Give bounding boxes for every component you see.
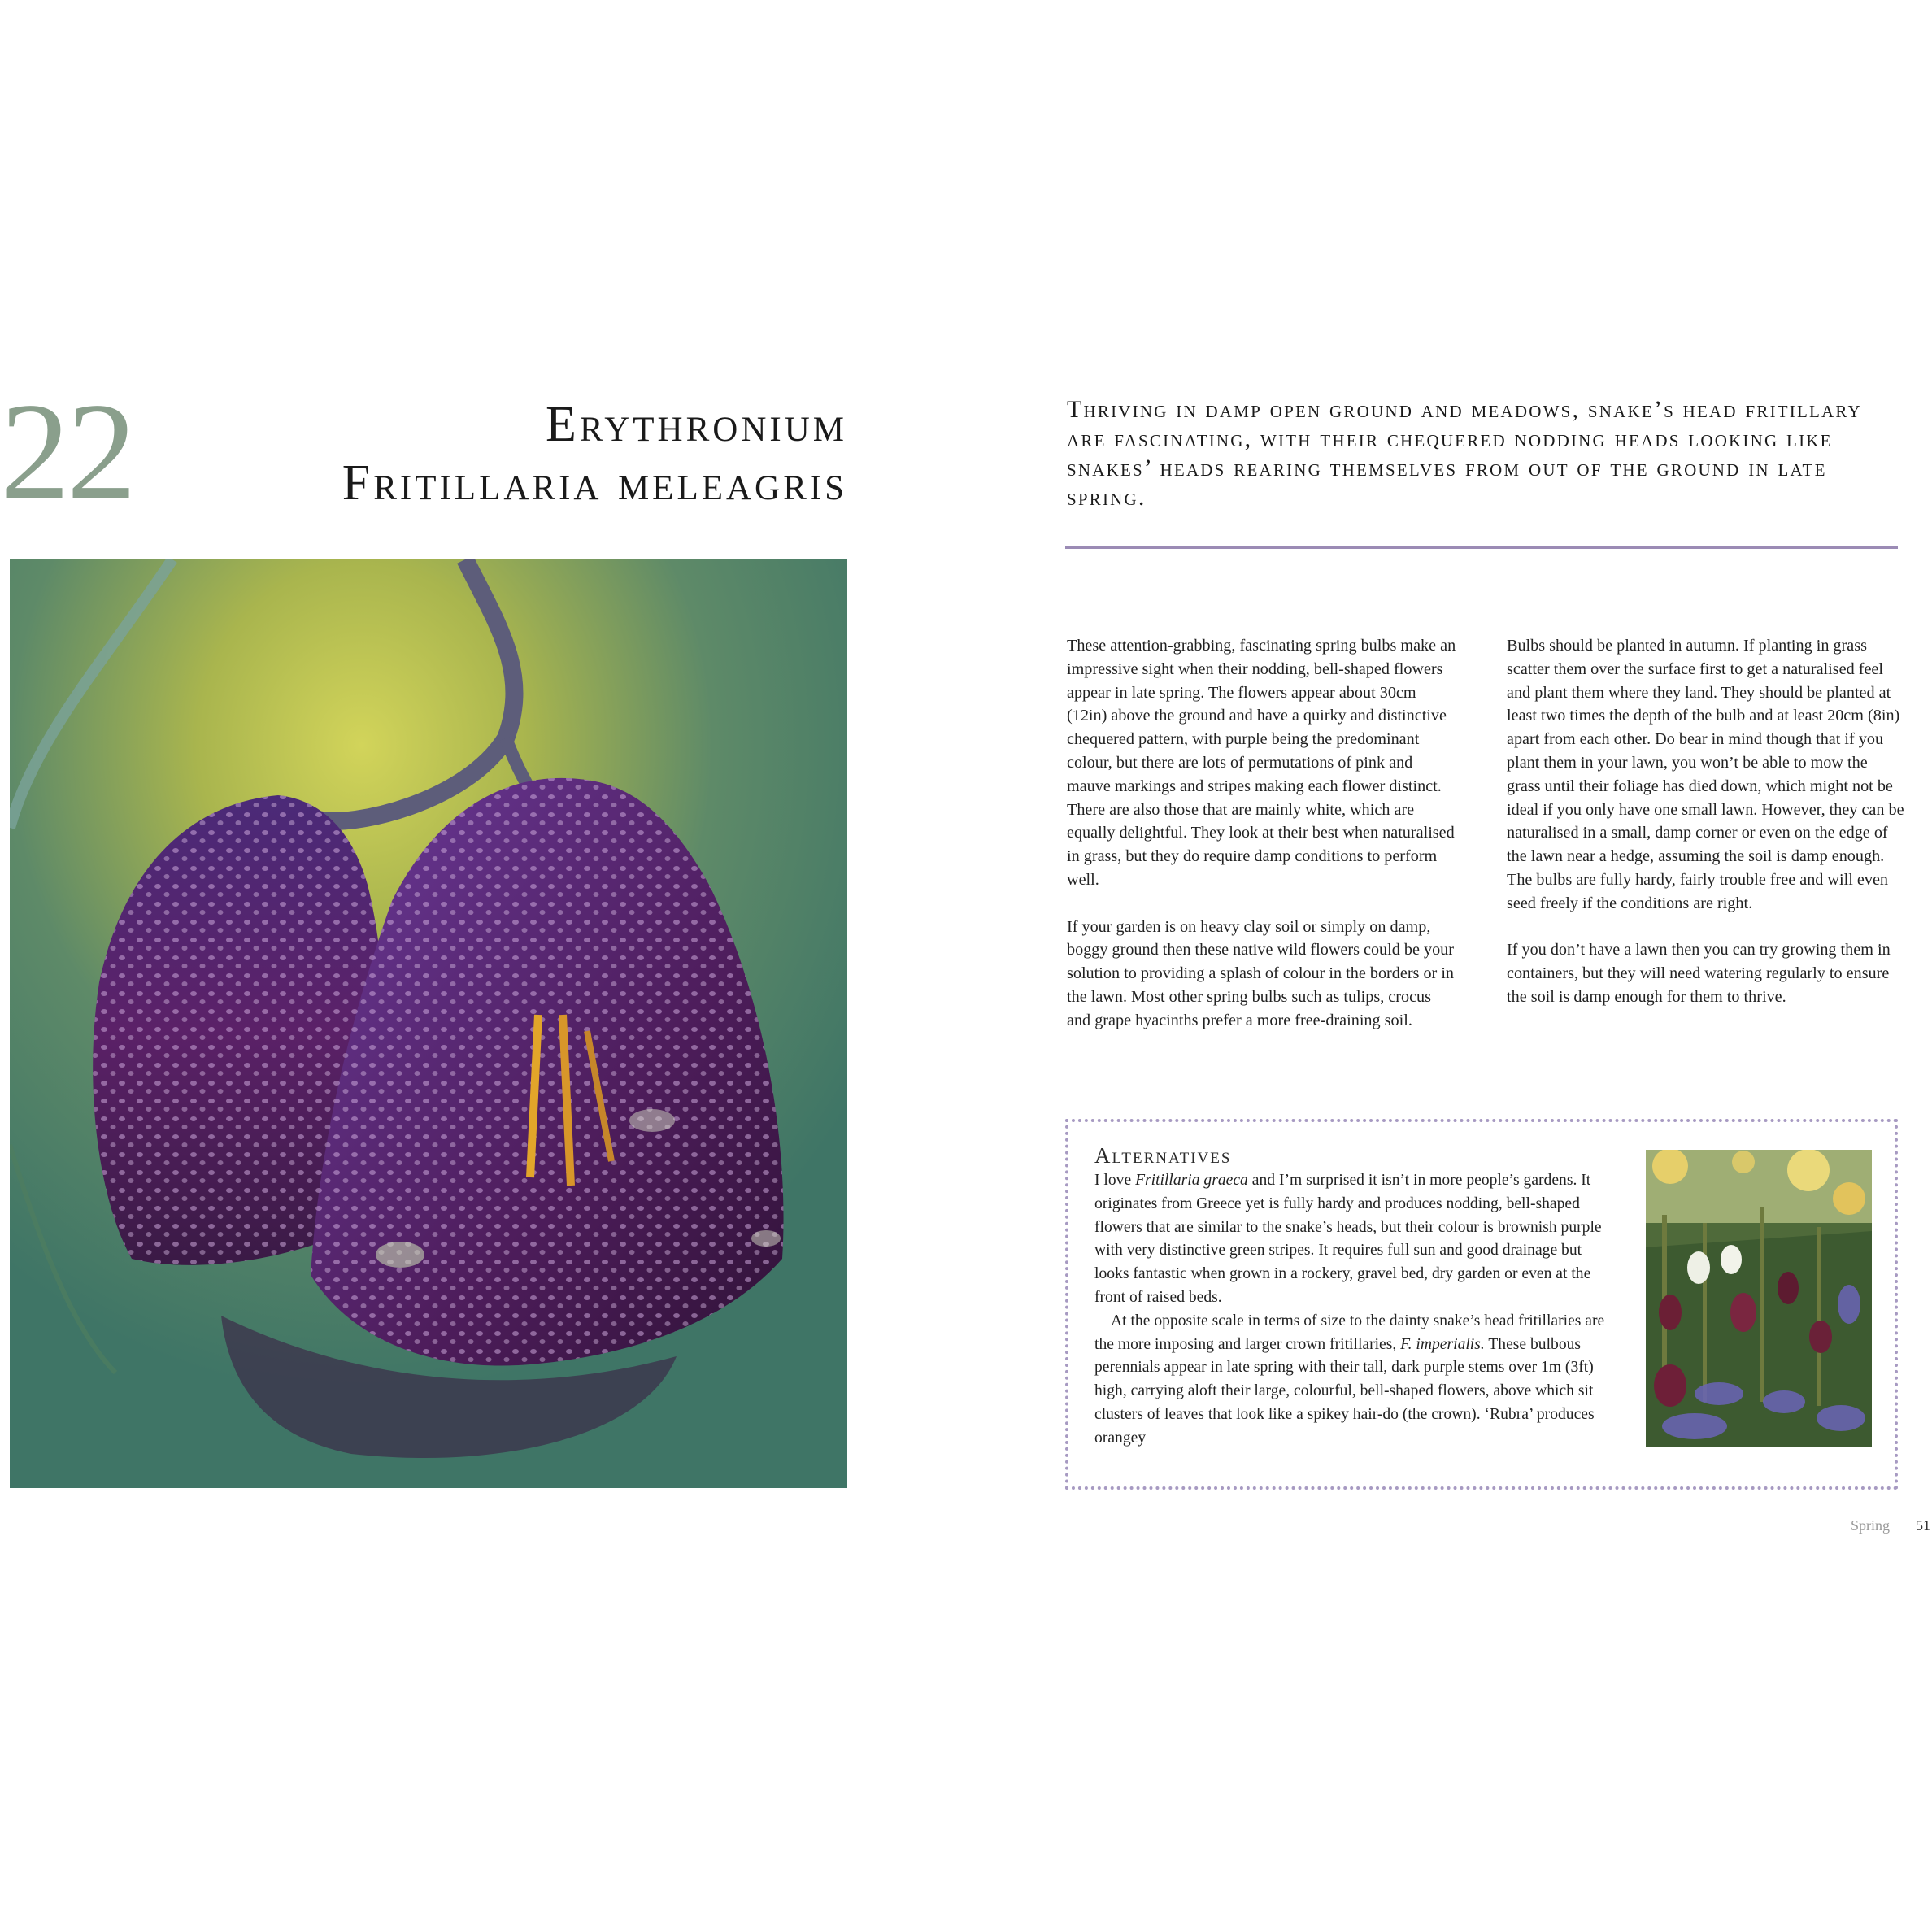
alternatives-paragraph xyxy=(1094,1310,1615,1451)
body-column-left xyxy=(1067,634,1457,1055)
body-paragraph: If you don’t have a lawn then you can try growing them in containers, but they will need watering regularly to ensure the soil is damp enough for them to thrive. xyxy=(1507,941,1891,1006)
species-name: F. imperialis. xyxy=(1400,1335,1485,1353)
species-name: Fritillaria graeca xyxy=(1135,1172,1248,1189)
alternatives-paragraph xyxy=(1094,1169,1615,1310)
page-number: 51 xyxy=(1916,1517,1930,1534)
fritillaria-main-photo xyxy=(10,559,847,1488)
entry-number: 22 xyxy=(0,375,133,529)
body-column-right xyxy=(1507,634,1905,1033)
alternatives-text xyxy=(1094,1169,1615,1451)
text-span: I love xyxy=(1094,1172,1136,1189)
text-span: At the opposite scale in terms of size to the dainty snake’s head fritillaries are the more imposing and larger crown fritillaries, xyxy=(1094,1312,1605,1353)
alternatives-heading: Alternatives xyxy=(1094,1143,1232,1168)
intro-text: Thriving in damp open ground and meadows, snake’s head fritillary are fascinating, with their chequered nodding heads looking like snakes’ heads rearing themselves from out of the ground in late spring. xyxy=(1067,396,1862,511)
body-paragraph: These attention-grabbing, fascinating spring bulbs make an impressive sight when their nodding, bell-shaped flowers appear in late spring. The flowers appear about 30cm (12in) above the ground and have a quirky and distinctive chequered pattern, with purple being the predominant colour, but there are lots of permutations of pink and mauve markings and stripes making each flower distinct. There are also those that are mainly white, which are equally delightful. They look at their best when naturalised in grass, but they do require damp conditions to perform well. xyxy=(1067,637,1456,889)
text-span: and I’m surprised it isn’t in more people’s gardens. It originates from Greece yet is fully hardy and produces nodding, bell-shaped flowers that are similar to the snake’s heads, but their colour is brownish purple with very distinctive green stripes. It requires full sun and good drainage but looks fantastic when grown in a rockery, gravel bed, dry garden or even at the front of raised beds. xyxy=(1094,1172,1602,1306)
entry-title xyxy=(342,395,847,512)
body-paragraph: Bulbs should be planted in autumn. If planting in grass scatter them over the surface first to get a naturalised feel and plant them where they land. They should be planted at least two times the depth of the bulb and at least 20cm (8in) apart from each other. Do bear in mind though that if you plant them in your lawn, you won’t be able to mow the grass until their foliage has died down, which might not be ideal if you only have one small lawn. However, they can be naturalised in a small, damp corner or even on the edge of the lawn near a hedge, assuming the soil is damp enough. The bulbs are fully hardy, fairly trouble free and will even seed freely if the conditions are right. xyxy=(1507,637,1904,912)
text-span: These bulbous perennials appear in late spring with their tall, dark purple stems over 1m (3ft) high, carrying aloft their large, colourful, bell-shaped flowers, above which sit clusters of leaves that look like a spikey hair-do (the crown). ‘Rubra’ produces orangey xyxy=(1094,1335,1595,1447)
running-footer-section: Spring xyxy=(1851,1517,1891,1534)
alternatives-photo xyxy=(1646,1150,1872,1447)
body-paragraph: If your garden is on heavy clay soil or simply on damp, boggy ground then these native wild flowers could be your solution to providing a splash of colour in the borders or in the lawn. Most other spring bulbs such as tulips, crocus and grape hyacinths prefer a more free-draining soil. xyxy=(1067,917,1455,1029)
title-line-genus: Erythronium xyxy=(546,397,847,452)
intro-divider xyxy=(1065,546,1898,549)
title-line-species: Fritillaria meleagris xyxy=(342,455,847,511)
